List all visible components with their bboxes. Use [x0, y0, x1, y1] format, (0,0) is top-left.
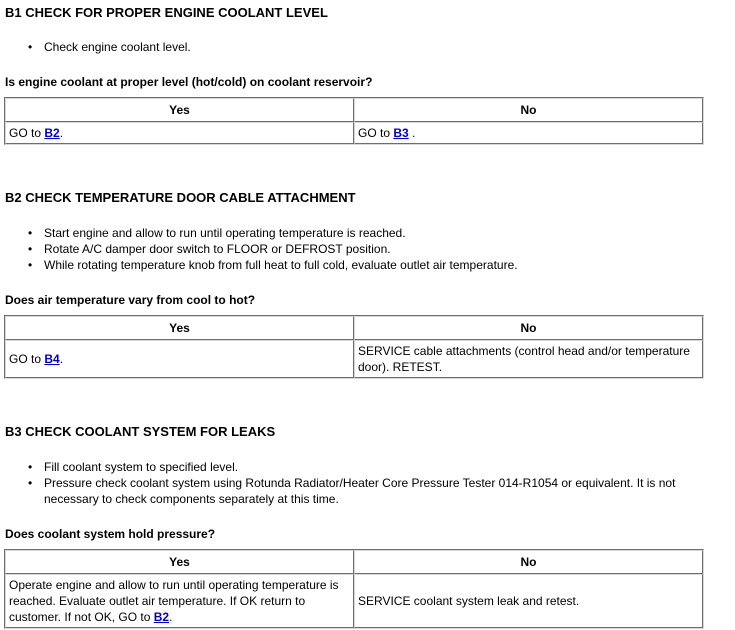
- step-b2-actions: [0, 225, 730, 273]
- step-b3-actions: [0, 459, 730, 507]
- step-b2-title-text: CHECK TEMPERATURE DOOR CABLE ATTACHMENT: [25, 190, 356, 205]
- step-b1-title-text: CHECK FOR PROPER ENGINE COOLANT LEVEL: [25, 5, 328, 20]
- yes-cell: [5, 340, 354, 378]
- step-b2-code: B2: [5, 190, 22, 205]
- step-b3-result-table: [4, 549, 704, 629]
- step-b2-action: • Start engine and allow to run until operating temperature is reached.: [0, 225, 730, 241]
- step-b3-action: • Pressure check coolant system using Rotunda Radiator/Heater Core Pressure Tester 014-R1054 or equivalent. It is not necessary to check components separately at this time.: [0, 475, 730, 507]
- step-b1-actions: [0, 39, 730, 55]
- no-cell: SERVICE coolant system leak and retest.: [354, 574, 703, 628]
- yes-suffix: .: [59, 126, 64, 140]
- table-header-row: [5, 316, 703, 340]
- no-header: No: [354, 98, 703, 122]
- step-b2-question: Does air temperature vary from cool to hot?: [5, 293, 256, 307]
- step-b2-action: • While rotating temperature knob from full heat to full cold, evaluate outlet air temperature.: [0, 257, 730, 273]
- step-b3-question: Does coolant system hold pressure?: [5, 527, 216, 541]
- no-cell: SERVICE cable attachments (control head and/or temperature door). RETEST.: [354, 340, 703, 378]
- step-b1-action: • Check engine coolant level.: [0, 39, 730, 55]
- yes-header: Yes: [5, 550, 354, 574]
- step-b3-action: • Fill coolant system to specified level.: [0, 459, 730, 475]
- goto-b3-link[interactable]: B3: [393, 126, 409, 140]
- step-b2-action: • Rotate A/C damper door switch to FLOOR or DEFROST position.: [0, 241, 730, 257]
- step-b2-result-table: [4, 315, 704, 379]
- no-cell: [354, 122, 703, 144]
- table-header-row: [5, 98, 703, 122]
- no-prefix: GO to: [358, 126, 394, 140]
- no-suffix: .: [408, 126, 416, 140]
- goto-b4-link[interactable]: B4: [44, 352, 60, 366]
- yes-cell: [5, 574, 354, 628]
- table-row: [5, 574, 703, 628]
- yes-header: Yes: [5, 316, 354, 340]
- step-b1-code: B1: [5, 5, 22, 20]
- step-b1-question: Is engine coolant at proper level (hot/cold) on coolant reservoir?: [5, 75, 373, 89]
- goto-b2-link[interactable]: B2: [44, 126, 60, 140]
- step-b1-result-table: [4, 97, 704, 145]
- yes-prefix: Operate engine and allow to run until operating temperature is reached. Evaluate outlet air temperature. If OK return to customer. If not OK, GO to: [9, 578, 339, 624]
- step-b1-title: [5, 5, 328, 20]
- step-b3-title: [5, 424, 275, 439]
- table-header-row: [5, 550, 703, 574]
- yes-header: Yes: [5, 98, 354, 122]
- yes-prefix: GO to: [9, 126, 45, 140]
- step-b3-code: B3: [5, 424, 22, 439]
- no-header: No: [354, 316, 703, 340]
- table-row: [5, 122, 703, 144]
- table-row: [5, 340, 703, 378]
- no-header: No: [354, 550, 703, 574]
- step-b2-title: [5, 190, 356, 205]
- yes-cell: [5, 122, 354, 144]
- yes-prefix: GO to: [9, 352, 45, 366]
- yes-suffix: .: [59, 352, 64, 366]
- goto-b2-link[interactable]: B2: [153, 610, 170, 624]
- yes-suffix: .: [169, 610, 173, 624]
- step-b3-title-text: CHECK COOLANT SYSTEM FOR LEAKS: [25, 424, 276, 439]
